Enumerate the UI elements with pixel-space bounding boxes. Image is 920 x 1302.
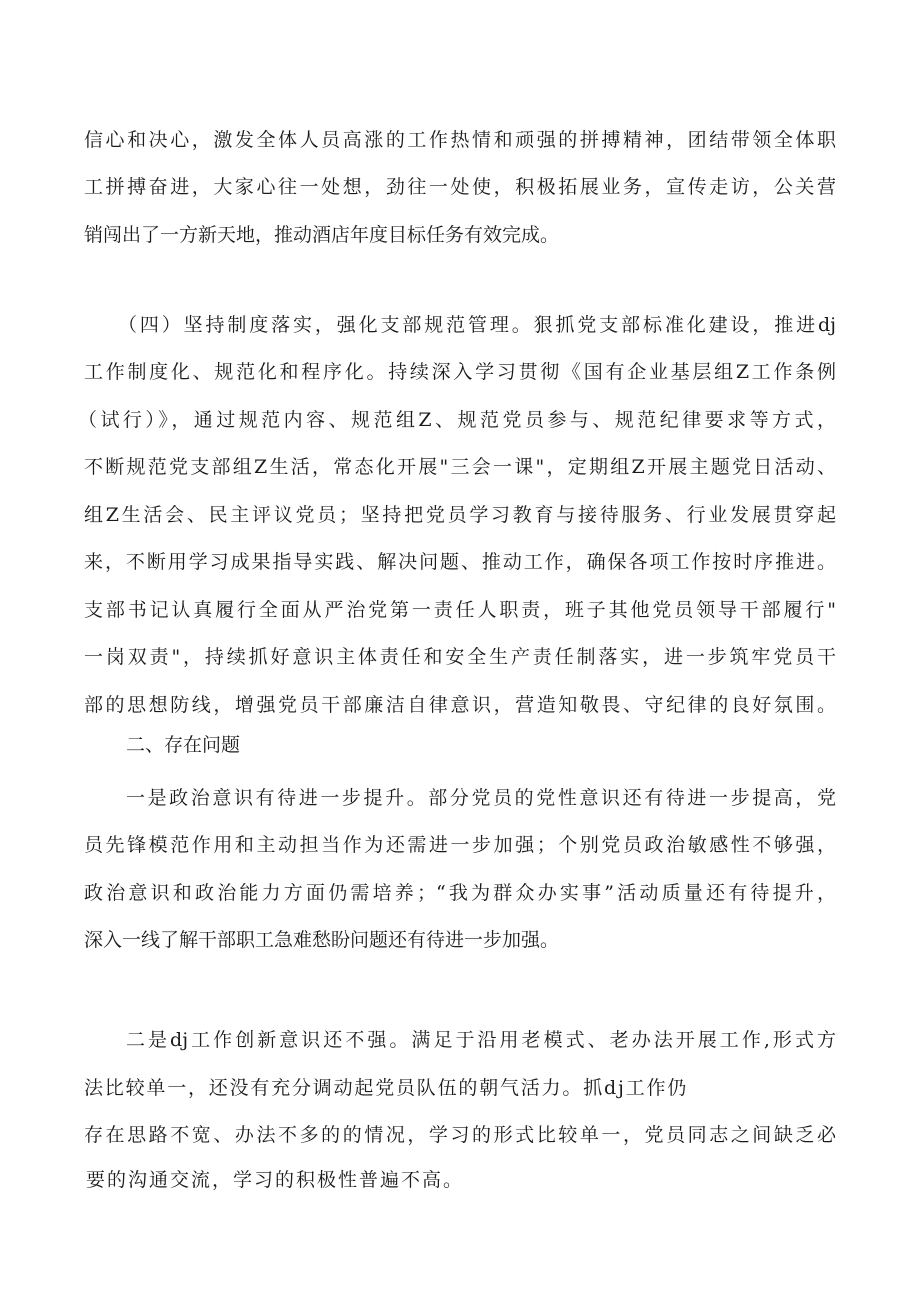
paragraph-line: 不断规范党支部组Z生活，常态化开展"三会一课"，定期组Z开展主题党日活动、 — [84, 456, 836, 478]
paragraph-line: 法比较单一，还没有充分调动起党员队伍的朝气活力。抓dj工作仍 — [84, 1077, 689, 1099]
paragraph-line: 要的沟通交流，学习的积极性普遍不高。 — [86, 1169, 465, 1191]
paragraph-line: 一岗双责"，持续抓好意识主体责任和安全生产责任制落实，进一步筑牢党员干 — [84, 646, 836, 668]
paragraph-line: 销闯出了一方新天地，推动酒店年度目标任务有效完成。 — [84, 224, 560, 246]
paragraph-line: 来，不断用学习成果指导实践、解决问题、推动工作，确保各项工作按时序推进。 — [84, 551, 836, 573]
paragraph-line: 工作制度化、规范化和程序化。持续深入学习贯彻《国有企业基层组Z工作条例 — [84, 361, 836, 383]
paragraph-line: 员先锋模范作用和主动担当作为还需进一步加强；个别党员政治敏感性不够强， — [84, 834, 836, 856]
paragraph-line: 一是政治意识有待进一步提升。部分党员的党性意识还有待进一步提高，党 — [126, 787, 836, 809]
section-heading: 二、存在问题 — [126, 734, 241, 756]
paragraph-line: 信心和决心，激发全体人员高涨的工作热情和顽强的拼搏精神，团结带领全体职 — [84, 129, 836, 151]
paragraph-line: （四）坚持制度落实，强化支部规范管理。狠抓党支部标准化建设，推进dj — [118, 314, 836, 336]
paragraph-line: 部的思想防线，增强党员干部廉洁自律意识，营造知敬畏、守纪律的良好氛围。 — [84, 694, 836, 716]
paragraph-line: 存在思路不宽、办法不多的的情况，学习的形式比较单一，党员同志之间缺乏必 — [84, 1124, 836, 1146]
paragraph-line: （试行）》，通过规范内容、规范组Z、规范党员参与、规范纪律要求等方式， — [78, 409, 836, 431]
paragraph-line: 二是dj工作创新意识还不强。满足于沿用老模式、老办法开展工作,形式方 — [126, 1029, 836, 1051]
paragraph-line: 深入一线了解干部职工急难愁盼问题还有待进一步加强。 — [84, 929, 560, 951]
paragraph-line: 支部书记认真履行全面从严治党第一责任人职责，班子其他党员领导干部履行" — [84, 599, 836, 621]
paragraph-line: 组Z生活会、民主评议党员；坚持把党员学习教育与接待服务、行业发展贯穿起 — [84, 504, 836, 526]
paragraph-line: 政治意识和政治能力方面仍需培养；“我为群众办实事”活动质量还有待提升， — [84, 882, 836, 904]
paragraph-line: 工拼搏奋进，大家心往一处想，劲往一处使，积极拓展业务，宣传走访，公关营 — [84, 176, 836, 198]
